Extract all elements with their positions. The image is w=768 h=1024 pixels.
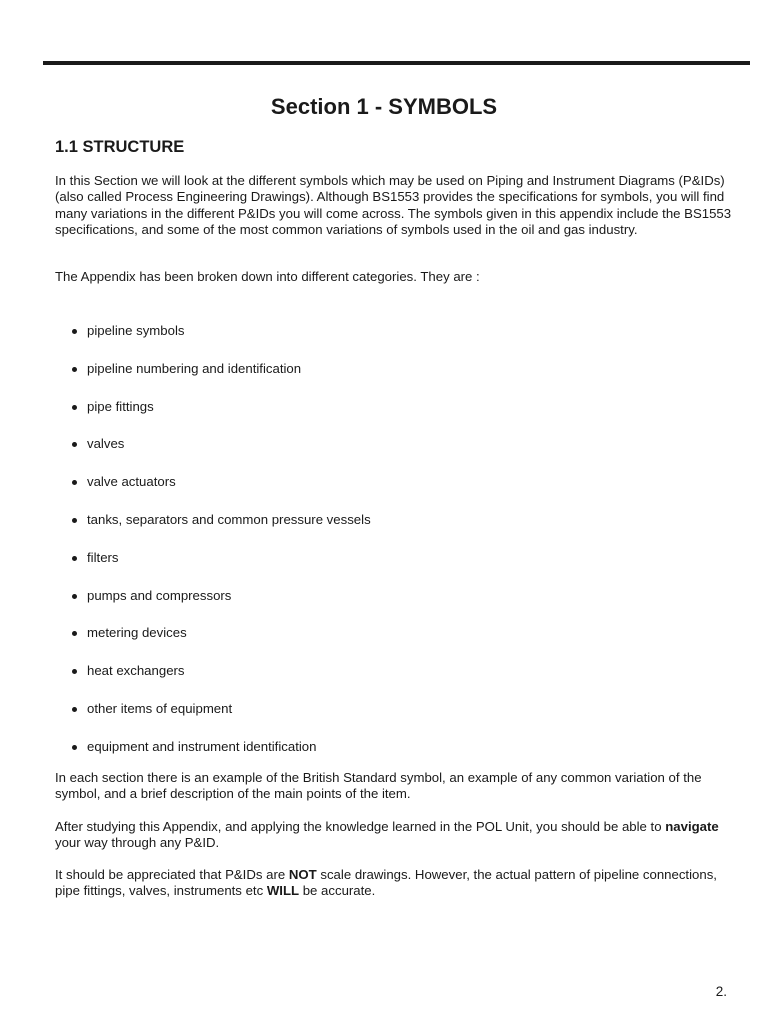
list-item bbox=[55, 587, 715, 625]
list-item bbox=[55, 549, 715, 587]
list-item-label: pipeline numbering and identification bbox=[87, 360, 302, 376]
scale-text-bold1: NOT bbox=[288, 867, 317, 882]
list-item-label: heat exchangers bbox=[87, 663, 185, 679]
list-item-label: other items of equipment bbox=[87, 700, 233, 716]
bullet-icon bbox=[72, 405, 77, 410]
list-item bbox=[55, 473, 715, 511]
bullet-icon bbox=[72, 745, 77, 750]
bullet-icon bbox=[72, 707, 77, 712]
page-title: Section 1 - SYMBOLS bbox=[270, 94, 498, 119]
list-item-label: filters bbox=[87, 549, 119, 565]
list-item-label: equipment and instrument identification bbox=[87, 738, 317, 754]
categories-intro: The Appendix has been broken down into different categories. They are : bbox=[55, 269, 480, 284]
scale-text-part1: It should be appreciated that P&IDs are bbox=[55, 867, 289, 882]
top-rule bbox=[43, 61, 750, 65]
list-item bbox=[55, 398, 715, 436]
page-number: 2. bbox=[715, 984, 727, 999]
list-item bbox=[55, 322, 715, 360]
list-item-label: pumps and compressors bbox=[87, 587, 232, 603]
list-item-label: valve actuators bbox=[87, 474, 176, 490]
list-item-label: valves bbox=[87, 436, 125, 452]
bullet-icon bbox=[72, 442, 77, 447]
category-list bbox=[55, 322, 715, 776]
bullet-icon bbox=[72, 631, 77, 636]
list-item-label: pipe fittings bbox=[87, 398, 154, 414]
bullet-icon bbox=[72, 556, 77, 561]
study-text-before: After studying this Appendix, and applying the knowledge learned in the POL Unit, you should be able to bbox=[55, 819, 666, 834]
list-item bbox=[55, 435, 715, 473]
list-item-label: pipeline symbols bbox=[87, 323, 185, 338]
list-item bbox=[55, 662, 715, 700]
intro-paragraph: In this Section we will look at the different symbols which may be used on Piping and Instrument Diagrams (P&IDs) (also called Process Engineering Drawings). Although BS1553 provides the specifications for symbols, you will find many variations in the different P&IDs you will come across. The symbols given in this appendix include the BS1553 specifications, and some of the most common variations of symbols used in the oil and gas industry. bbox=[55, 173, 732, 237]
scale-text-part3: be accurate. bbox=[299, 883, 376, 899]
study-text-after: your way through any P&ID. bbox=[55, 835, 220, 851]
study-text-bold: navigate bbox=[665, 819, 719, 834]
section-heading: 1.1 STRUCTURE bbox=[55, 138, 185, 156]
bullet-icon bbox=[72, 518, 77, 523]
scale-paragraph bbox=[55, 867, 735, 900]
scale-text-bold2: WILL bbox=[266, 883, 300, 899]
list-item bbox=[55, 700, 715, 738]
list-item bbox=[55, 511, 715, 549]
bullet-icon bbox=[72, 480, 77, 485]
list-item bbox=[55, 360, 715, 398]
bullet-icon bbox=[72, 669, 77, 674]
list-item-label: metering devices bbox=[87, 625, 187, 641]
list-item bbox=[55, 624, 715, 662]
scale-text-part2: scale drawings. However, the actual pattern of pipeline connections, pipe fittings, valves, instruments etc bbox=[55, 867, 717, 899]
bullet-icon bbox=[72, 594, 77, 599]
study-paragraph bbox=[55, 819, 735, 852]
bullet-icon bbox=[72, 329, 77, 334]
list-item-label: tanks, separators and common pressure vessels bbox=[87, 511, 371, 527]
bullet-icon bbox=[72, 367, 77, 372]
section-description-paragraph: In each section there is an example of the British Standard symbol, an example of any common variation of the symbol, and a brief description of the main points of the item. bbox=[55, 770, 702, 802]
